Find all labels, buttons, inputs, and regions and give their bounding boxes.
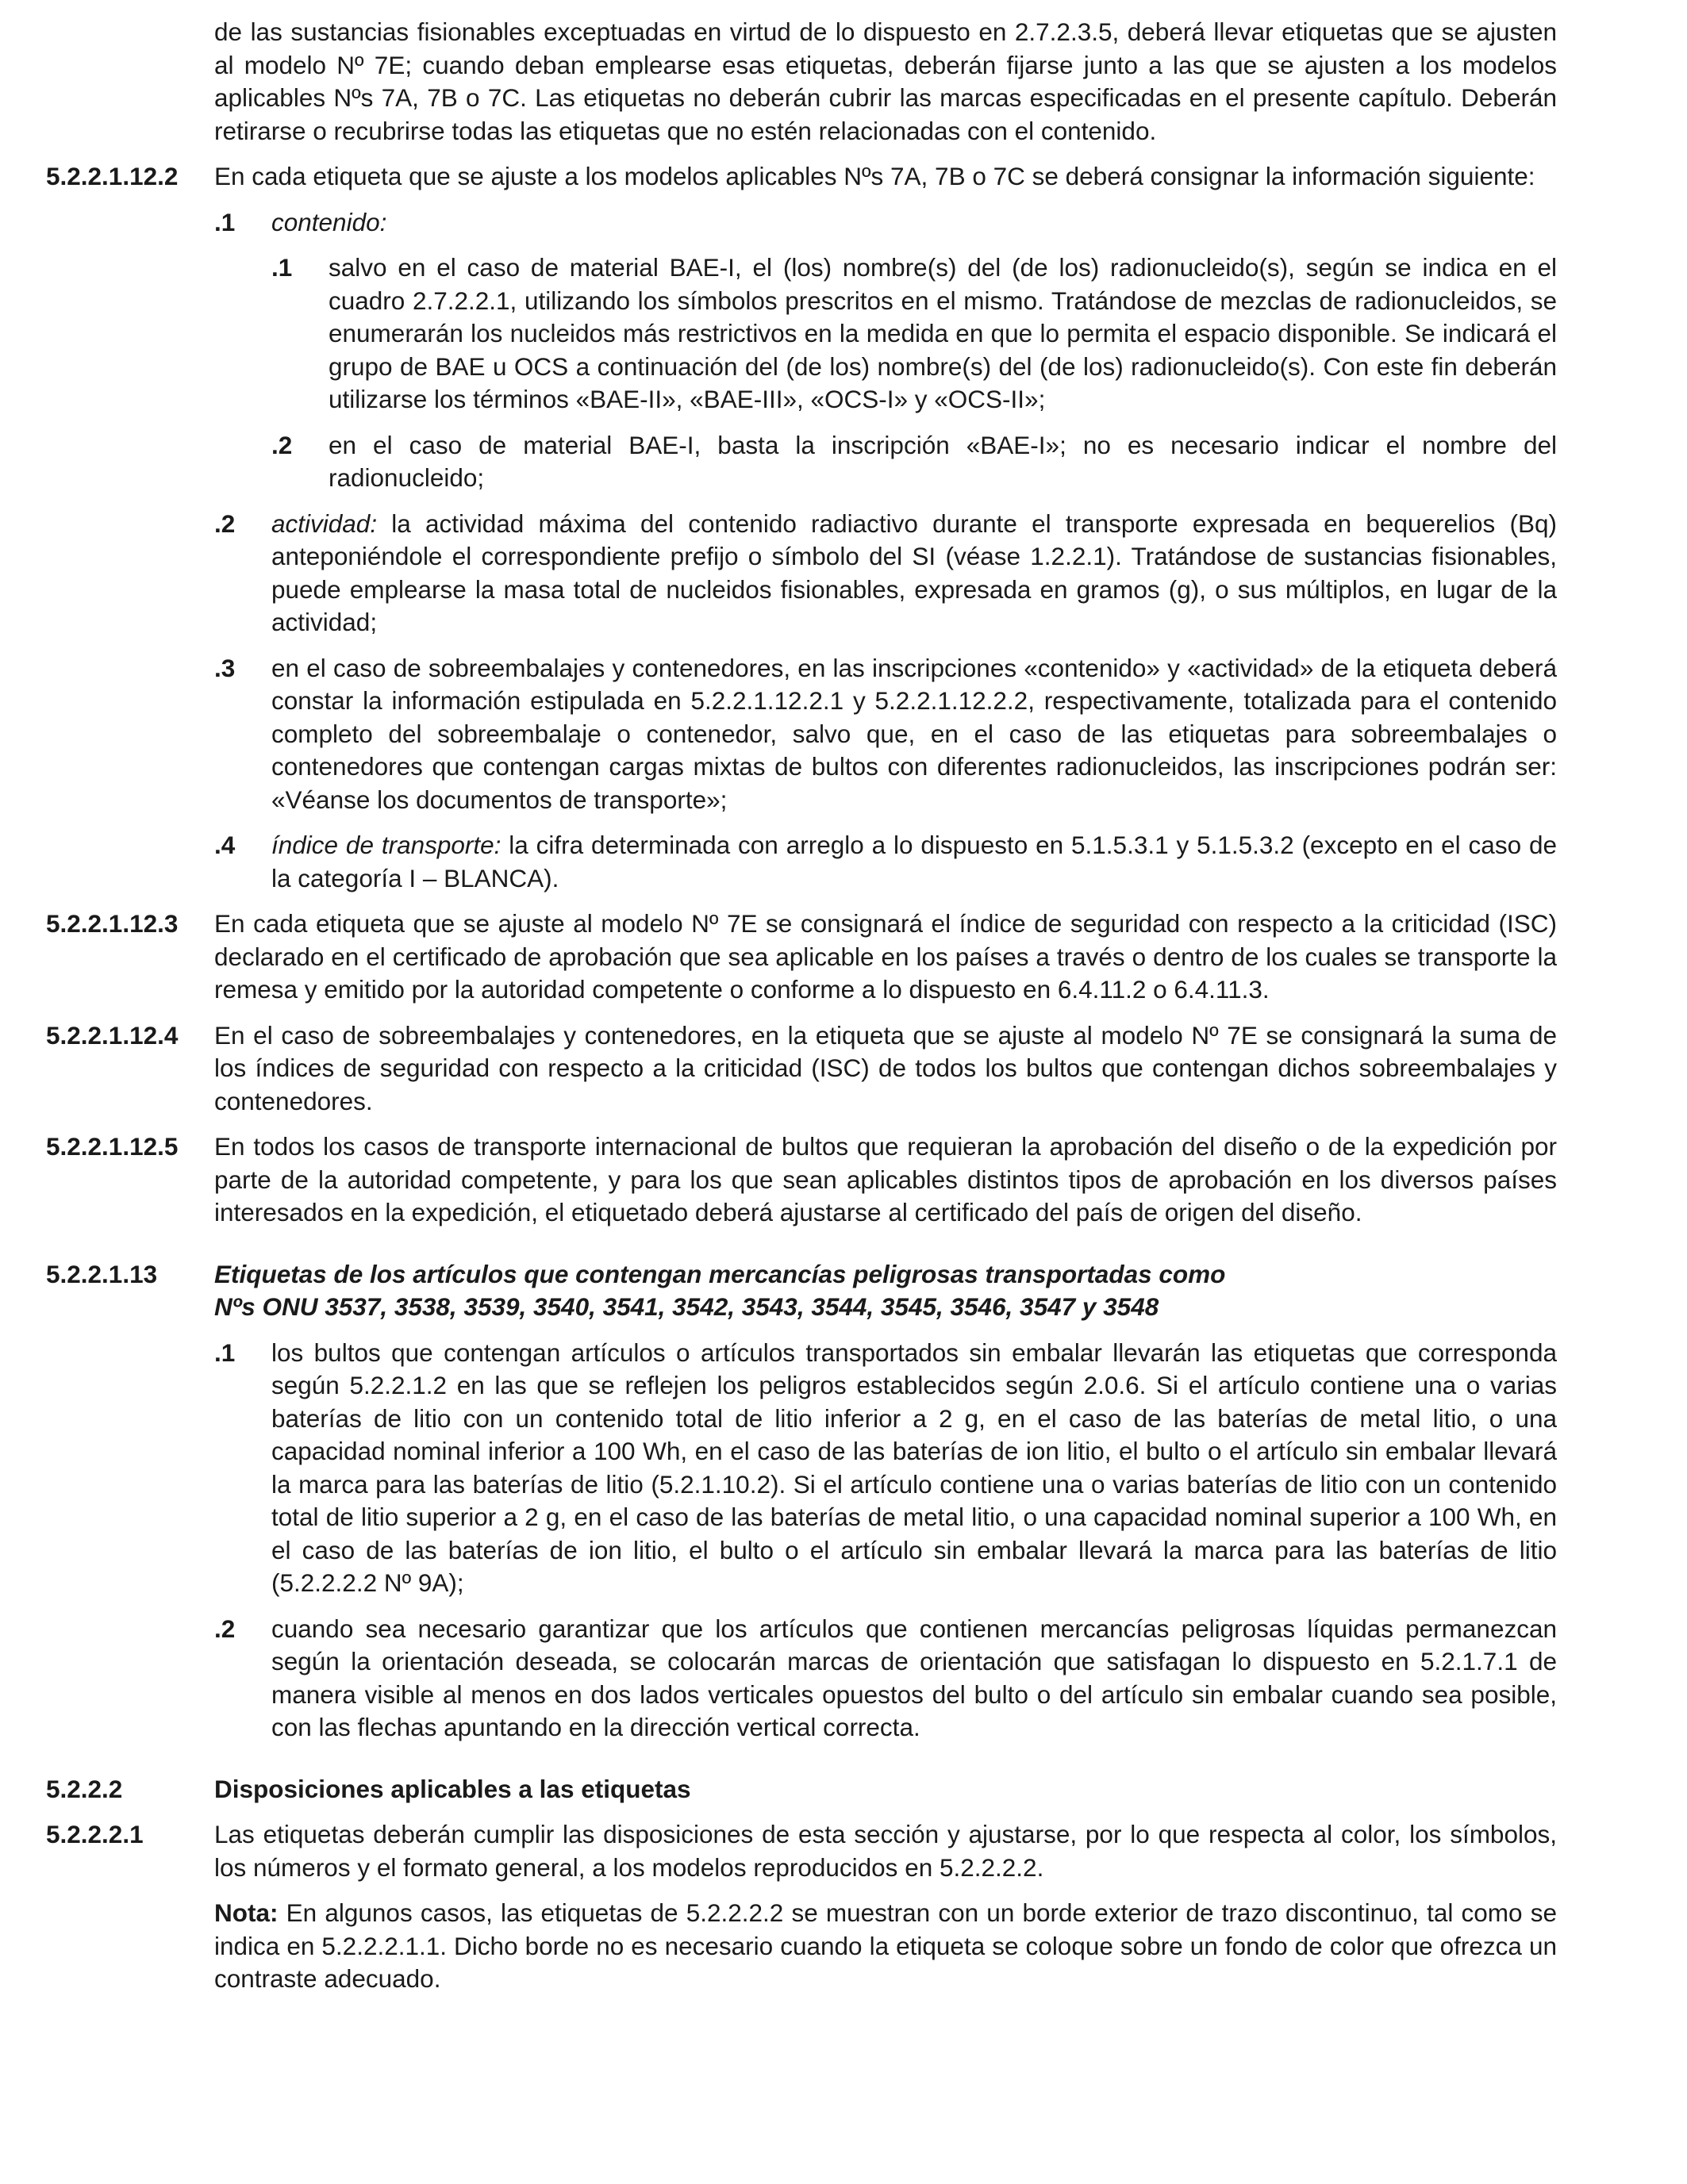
section-text: Las etiquetas deberán cumplir las disposiciones de esta sección y ajustarse, por lo que respecta al color, los símbolos, los números y el formato general, a los modelos reproducidos en 5.2.2.2.2. [214, 1820, 1557, 1882]
section-5-2-2-1-12-5 [46, 1130, 1557, 1230]
section-number: 5.2.2.1.12.5 [46, 1132, 179, 1161]
list-item [214, 652, 1557, 817]
section-5-2-2-1-12-3 [46, 908, 1557, 1007]
sub-list-item [271, 429, 1557, 495]
item-text: en el caso de sobreembalajes y contenedores, en las inscripciones «contenido» y «actividad» de la etiqueta deberá constar la información estipulada en 5.2.2.1.12.2.1 y 5.2.2.1.12.2.2, respectivamente, totalizada para el contenido completo del sobreembalaje o contenedor, salvo que, en el caso de las etiquetas para sobreembalajes o contenedores que contengan cargas mixtas de bultos con diferentes radionucleidos, las inscripciones podrán ser: «Véanse los documentos de transporte»; [271, 653, 1557, 814]
section-heading: Disposiciones aplicables a las etiquetas [214, 1774, 691, 1803]
item-text: cuando sea necesario garantizar que los artículos que contienen mercancías peligrosas líquidas permanezcan según la orientación deseada, se colocarán marcas de orientación que satisfagan lo dispuesto en 5.2.1.7.1 de manera visible al menos en dos lados verticales opuestos del bulto o del artículo sin embalar cuando sea posible, con las flechas apuntando en la dirección vertical correcta. [271, 1614, 1557, 1741]
section-number: 5.2.2.2 [46, 1774, 123, 1803]
item-marker: .3 [214, 653, 236, 682]
item-term: actividad: [271, 509, 378, 538]
item-marker: .2 [271, 430, 293, 459]
list-item [214, 1337, 1557, 1600]
section-text: En cada etiqueta que se ajuste a los modelos aplicables Nºs 7A, 7B o 7C se deberá consignar la información siguiente: [214, 162, 1535, 190]
item-text: los bultos que contengan artículos o artículos transportados sin embalar llevarán las etiquetas que corresponda según 5.2.2.1.2 en las que se reflejen los peligros establecidos según 2.0.6. Si el artículo contiene una o varias baterías de litio con un contenido total de litio inferior a 2 g, en el caso de las baterías de metal litio, o una capacidad nominal inferior a 100 Wh, en el caso de las baterías de ion litio, el bulto o el artículo sin embalar llevará la marca para las baterías de litio (5.2.1.10.2). Si el artículo contiene una o varias baterías de litio con un contenido total de litio superior a 2 g, en el caso de las baterías de metal litio, o una capacidad nominal superior a 100 Wh, en el caso de las baterías de ion litio, el bulto o el artículo sin embalar llevará la marca para las baterías de litio (5.2.2.2.2 Nº 9A); [271, 1338, 1557, 1597]
item-text: salvo en el caso de material BAE-I, el (los) nombre(s) del (de los) radionucleido(s), según se indica en el cuadro 2.7.2.2.1, utilizando los símbolos prescritos en el mismo. Tratándose de mezclas de radionucleidos, se enumerarán los nucleidos más restrictivos en la medida en que lo permita el espacio disponible. Se indicará el grupo de BAE u OCS a continuación del (de los) nombre(s) del (de los) radionucleido(s). Con este fin deberán utilizarse los términos «BAE-II», «BAE-III», «OCS-I» y «OCS-II»; [329, 253, 1557, 413]
list-item [214, 206, 1557, 495]
heading-line-1: Etiquetas de los artículos que contengan mercancías peligrosas transportadas como [214, 1259, 1226, 1288]
section-text: En todos los casos de transporte internacional de bultos que requieran la aprobación del diseño o de la expedición por parte de la autoridad competente, y para los que sean aplicables distintos tipos de aprobación en los diversos países interesados en la expedición, el etiquetado deberá ajustarse al certificado del país de origen del diseño. [214, 1132, 1557, 1226]
section-5-2-2-2-1 [46, 1818, 1557, 1996]
item-marker: .2 [214, 1614, 236, 1643]
section-5-2-2-1-12-2 [46, 160, 1557, 895]
list-item [214, 1613, 1557, 1745]
section-heading [214, 1258, 1557, 1324]
note-text: En algunos casos, las etiquetas de 5.2.2.2.2 se muestran con un borde exterior de trazo discontinuo, tal como se indica en 5.2.2.2.1.1. Dicho borde no es necesario cuando la etiqueta se coloque sobre un fondo de color que ofrezca un contraste adecuado. [214, 1898, 1557, 1993]
item-marker: .4 [214, 831, 236, 859]
list-item [214, 508, 1557, 639]
section-number: 5.2.2.1.13 [46, 1259, 158, 1288]
heading-line-2: Nºs ONU 3537, 3538, 3539, 3540, 3541, 3542, 3543, 3544, 3545, 3546, 3547 y 3548 [214, 1292, 1159, 1321]
item-text: la cifra determinada con arreglo a lo dispuesto en 5.1.5.3.1 y 5.1.5.3.2 (excepto en el caso de la categoría I – BLANCA). [271, 831, 1557, 892]
section-5-2-2-1-13 [46, 1258, 1557, 1745]
section-5-2-2-2 [46, 1773, 1557, 1806]
item-text: en el caso de material BAE-I, basta la inscripción «BAE-I»; no es necesario indicar el nombre del radionucleido; [329, 430, 1557, 492]
intro-text: de las sustancias fisionables exceptuadas en virtud de lo dispuesto en 2.7.2.3.5, deberá llevar etiquetas que se ajusten al modelo Nº 7E; cuando deban emplearse esas etiquetas, deberán fijarse junto a las que se ajusten a los modelos aplicables Nºs 7A, 7B o 7C. Las etiquetas no deberán cubrir las marcas especificadas en el presente capítulo. Deberán retirarse o recubrirse todas las etiquetas que no estén relacionadas con el contenido. [214, 17, 1557, 145]
note [214, 1897, 1557, 1996]
item-marker: .1 [214, 207, 236, 236]
item-text: la actividad máxima del contenido radiactivo durante el transporte expresada en bequerelios (Bq) anteponiéndole el correspondiente prefijo o símbolo del SI (véase 1.2.2.1). Tratándose de sustancias fisionables, puede emplearse la masa total de nucleidos fisionables, expresada en gramos (g), o sus múltiplos, en lugar de la actividad; [271, 509, 1557, 636]
sub-list-item [271, 251, 1557, 416]
section-number: 5.2.2.2.1 [46, 1820, 144, 1848]
section-5-2-2-1-12-4 [46, 1019, 1557, 1119]
section-number: 5.2.2.1.12.4 [46, 1020, 179, 1050]
document-page [46, 16, 1557, 1996]
item-marker: .1 [271, 253, 293, 282]
section-text: En el caso de sobreembalajes y contenedores, en la etiqueta que se ajuste al modelo Nº 7E se consignará la suma de los índices de seguridad con respecto a la criticidad (ISC) de todos los bultos que contengan dichos sobreembalajes y contenedores. [214, 1020, 1557, 1115]
note-label: Nota: [214, 1898, 279, 1927]
item-term: índice de transporte: [271, 831, 501, 859]
section-number: 5.2.2.1.12.3 [46, 909, 179, 938]
item-marker: .2 [214, 509, 236, 538]
intro-paragraph [46, 16, 1557, 148]
list-item [214, 829, 1557, 895]
item-marker: .1 [214, 1338, 236, 1367]
section-text: En cada etiqueta que se ajuste al modelo Nº 7E se consignará el índice de seguridad con respecto a la criticidad (ISC) declarado en el certificado de aprobación que sea aplicable en los países a través o dentro de los cuales se transporte la remesa y emitido por la autoridad competente o conforme a lo dispuesto en 6.4.11.2 o 6.4.11.3. [214, 909, 1557, 1004]
section-number: 5.2.2.1.12.2 [46, 162, 179, 190]
item-term: contenido: [271, 207, 387, 236]
